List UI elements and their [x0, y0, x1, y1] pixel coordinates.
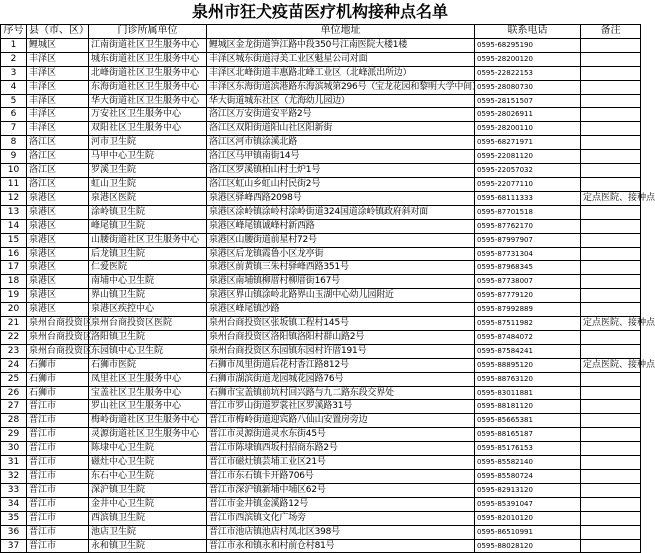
cell-phone: 0595-87779120 [475, 289, 581, 303]
table-row [1, 205, 641, 219]
table-row [1, 289, 641, 303]
table-row [1, 275, 641, 289]
cell-phone: 0595-87738007 [475, 275, 581, 289]
cell-district: 晋江市 [27, 497, 89, 511]
cell-district: 泉州台商投资区 [27, 330, 89, 344]
cell-seq: 10 [1, 164, 27, 178]
cell-phone: 0595-87701518 [475, 205, 581, 219]
cell-unit: 东海街道社区卫生服务中心 [89, 80, 207, 94]
cell-unit: 北峰街道社区卫生服务中心 [89, 66, 207, 80]
cell-unit: 东园镇中心卫生院 [89, 344, 207, 358]
cell-seq: 3 [1, 66, 27, 80]
table-row [1, 150, 641, 164]
cell-address: 晋江市深沪镇新埔中埔区62号 [207, 483, 475, 497]
cell-remark [581, 330, 641, 344]
table-row [1, 177, 641, 191]
table-row [1, 414, 641, 428]
table-row [1, 66, 641, 80]
cell-seq: 24 [1, 358, 27, 372]
table-row [1, 122, 641, 136]
cell-remark [581, 483, 641, 497]
cell-seq: 23 [1, 344, 27, 358]
cell-address: 晋江市磁灶镇芸埔工业区21号 [207, 456, 475, 470]
cell-seq: 14 [1, 219, 27, 233]
cell-seq: 21 [1, 317, 27, 331]
header-district: 县（市、区） [27, 25, 89, 39]
cell-district: 泉港区 [27, 275, 89, 289]
table-row [1, 164, 641, 178]
cell-district: 丰泽区 [27, 52, 89, 66]
table-row [1, 191, 641, 205]
cell-remark: 定点医院、接种点 [581, 317, 641, 331]
cell-unit: 江南街道社区卫生服务中心 [89, 38, 207, 52]
table-row [1, 80, 641, 94]
cell-seq: 20 [1, 303, 27, 317]
cell-remark [581, 428, 641, 442]
cell-phone: 0595-87992889 [475, 303, 581, 317]
cell-unit: 后龙镇卫生院 [89, 247, 207, 261]
table-row [1, 94, 641, 108]
cell-seq: 15 [1, 233, 27, 247]
cell-phone: 0595-22077110 [475, 177, 581, 191]
cell-seq: 22 [1, 330, 27, 344]
cell-remark [581, 122, 641, 136]
cell-remark [581, 80, 641, 94]
cell-district: 丰泽区 [27, 108, 89, 122]
cell-unit: 仁爱医院 [89, 261, 207, 275]
cell-address: 泉港区南埔镇柳厝村柳厝街167号 [207, 275, 475, 289]
table-row [1, 400, 641, 414]
cell-address: 晋江市西滨镇文化广场旁 [207, 511, 475, 525]
cell-remark [581, 66, 641, 80]
cell-phone: 0595-28151507 [475, 94, 581, 108]
cell-district: 泉港区 [27, 191, 89, 205]
cell-unit: 双阳社区卫生服务中心 [89, 122, 207, 136]
cell-remark [581, 205, 641, 219]
cell-seq: 12 [1, 191, 27, 205]
table-row [1, 358, 641, 372]
cell-remark [581, 94, 641, 108]
cell-unit: 山腰街道社区卫生服务中心 [89, 233, 207, 247]
cell-unit: 泉港区医院 [89, 191, 207, 205]
cell-phone: 0595-68111333 [475, 191, 581, 205]
cell-district: 丰泽区 [27, 66, 89, 80]
cell-district: 鲤城区 [27, 38, 89, 52]
cell-address: 泉港区峰尾镇沙路 [207, 303, 475, 317]
cell-unit: 马甲中心卫生院 [89, 150, 207, 164]
cell-district: 晋江市 [27, 470, 89, 484]
cell-address: 泉州台商投资区张坂镇工程村145号 [207, 317, 475, 331]
cell-seq: 6 [1, 108, 27, 122]
table-row [1, 470, 641, 484]
cell-phone: 0595-28080730 [475, 80, 581, 94]
cell-remark [581, 289, 641, 303]
cell-phone: 0595-87997907 [475, 233, 581, 247]
cell-address: 晋江市梅岭街道迎宾路八仙山安置房旁边 [207, 414, 475, 428]
cell-remark [581, 219, 641, 233]
cell-remark [581, 539, 641, 553]
cell-phone: 0595-88165187 [475, 428, 581, 442]
cell-address: 泉州台商投资区洛阳镇洛阳村群山路2号 [207, 330, 475, 344]
cell-phone: 0595-88181120 [475, 400, 581, 414]
cell-remark [581, 52, 641, 66]
cell-phone: 0595-87731304 [475, 247, 581, 261]
cell-seq: 37 [1, 539, 27, 553]
cell-district: 泉港区 [27, 261, 89, 275]
cell-phone: 0595-85391047 [475, 497, 581, 511]
cell-seq: 2 [1, 52, 27, 66]
cell-remark [581, 233, 641, 247]
cell-phone: 0595-83011881 [475, 386, 581, 400]
cell-district: 晋江市 [27, 414, 89, 428]
cell-remark [581, 136, 641, 150]
cell-phone: 0595-87484072 [475, 330, 581, 344]
table-row [1, 317, 641, 331]
cell-seq: 31 [1, 456, 27, 470]
cell-unit: 石狮市医院 [89, 358, 207, 372]
cell-unit: 梅岭街道社区卫生服务中心 [89, 414, 207, 428]
table-row [1, 38, 641, 52]
cell-phone: 0595-68295190 [475, 38, 581, 52]
table-row [1, 108, 641, 122]
cell-address: 丰泽区东海街道滨港路东海滨城第296号（宝龙花园和黎明大学中间） [207, 80, 475, 94]
cell-district: 晋江市 [27, 400, 89, 414]
cell-district: 石狮市 [27, 372, 89, 386]
cell-district: 泉港区 [27, 289, 89, 303]
cell-unit: 罗溪卫生院 [89, 164, 207, 178]
table-row [1, 525, 641, 539]
cell-address: 洛江区虹山乡虹山村民街2号 [207, 177, 475, 191]
cell-address: 泉州台商投资区东园镇东园村许厝191号 [207, 344, 475, 358]
document-title: 泉州市狂犬疫苗医疗机构接种点名单 [191, 2, 448, 21]
cell-unit: 万安社区卫生服务中心 [89, 108, 207, 122]
table-row [1, 497, 641, 511]
cell-address: 晋江市永和镇永和村前仓村81号 [207, 539, 475, 553]
cell-district: 洛江区 [27, 150, 89, 164]
cell-address: 晋江市灵源街道灵水东街45号 [207, 428, 475, 442]
cell-unit: 罗山社区卫生服务中心 [89, 400, 207, 414]
cell-seq: 35 [1, 511, 27, 525]
cell-unit: 灵源街道社区卫生服务中心 [89, 428, 207, 442]
cell-unit: 永和镇卫生院 [89, 539, 207, 553]
cell-remark [581, 386, 641, 400]
cell-phone: 0595-68271971 [475, 136, 581, 150]
cell-district: 洛江区 [27, 177, 89, 191]
cell-phone: 0595-22081120 [475, 150, 581, 164]
table-row [1, 442, 641, 456]
cell-district: 泉州台商投资区 [27, 317, 89, 331]
cell-remark [581, 303, 641, 317]
cell-address: 石狮市湖滨街道龙园城花园路76号 [207, 372, 475, 386]
cell-phone: 0595-88763120 [475, 372, 581, 386]
cell-seq: 5 [1, 94, 27, 108]
cell-remark [581, 400, 641, 414]
cell-phone: 0595-88895120 [475, 358, 581, 372]
cell-seq: 26 [1, 386, 27, 400]
table-row [1, 247, 641, 261]
cell-seq: 17 [1, 261, 27, 275]
cell-phone: 0595-87968345 [475, 261, 581, 275]
cell-phone: 0595-28200120 [475, 52, 581, 66]
cell-district: 泉港区 [27, 219, 89, 233]
cell-address: 泉港区驿峰西路2098号 [207, 191, 475, 205]
table-row [1, 52, 641, 66]
cell-district: 晋江市 [27, 456, 89, 470]
header-phone: 联系电话 [475, 25, 581, 39]
cell-address: 洛江区万安街道安平路2号 [207, 108, 475, 122]
cell-district: 泉港区 [27, 233, 89, 247]
cell-phone: 0595-85580724 [475, 470, 581, 484]
cell-district: 晋江市 [27, 539, 89, 553]
cell-remark [581, 525, 641, 539]
cell-district: 泉州台商投资区 [27, 344, 89, 358]
cell-unit: 河市卫生院 [89, 136, 207, 150]
cell-address: 洛江区河市镇涂溪北路 [207, 136, 475, 150]
table-row [1, 456, 641, 470]
cell-address: 石狮市宝盖镇前坑村回兴路与九二路东段交界处 [207, 386, 475, 400]
cell-unit: 宝盖社区卫生服务中心 [89, 386, 207, 400]
cell-address: 洛江区马甲镇南街14号 [207, 150, 475, 164]
cell-district: 泉港区 [27, 247, 89, 261]
cell-district: 晋江市 [27, 511, 89, 525]
cell-phone: 0595-28026911 [475, 108, 581, 122]
cell-address: 泉港区前黄镇三朱村驿峰西路351号 [207, 261, 475, 275]
cell-unit: 峰尾镇卫生院 [89, 219, 207, 233]
cell-phone: 0595-82913120 [475, 483, 581, 497]
cell-district: 洛江区 [27, 164, 89, 178]
table-row [1, 539, 641, 553]
cell-district: 晋江市 [27, 525, 89, 539]
cell-seq: 25 [1, 372, 27, 386]
cell-seq: 8 [1, 136, 27, 150]
cell-address: 华大街道城东社区（尤海幼儿园边） [207, 94, 475, 108]
cell-remark [581, 442, 641, 456]
table-row [1, 261, 641, 275]
cell-unit: 池店卫生院 [89, 525, 207, 539]
cell-remark [581, 108, 641, 122]
cell-seq: 27 [1, 400, 27, 414]
cell-seq: 19 [1, 289, 27, 303]
cell-seq: 30 [1, 442, 27, 456]
cell-remark [581, 470, 641, 484]
table-row [1, 233, 641, 247]
cell-phone: 0595-22057032 [475, 164, 581, 178]
table-header-row [1, 25, 641, 39]
cell-remark [581, 497, 641, 511]
cell-district: 丰泽区 [27, 122, 89, 136]
cell-unit: 洛阳镇卫生院 [89, 330, 207, 344]
cell-phone: 0595-87584241 [475, 344, 581, 358]
cell-seq: 16 [1, 247, 27, 261]
cell-remark [581, 38, 641, 52]
cell-remark [581, 414, 641, 428]
table-row [1, 386, 641, 400]
cell-remark [581, 372, 641, 386]
cell-remark [581, 261, 641, 275]
cell-address: 丰泽区城东街道浔美工业区魁星公司对面 [207, 52, 475, 66]
cell-district: 洛江区 [27, 136, 89, 150]
cell-address: 洛江区双阳街道阳山社区阳新街 [207, 122, 475, 136]
cell-unit: 华大街道社区卫生服务中心 [89, 94, 207, 108]
table-row [1, 303, 641, 317]
cell-unit: 东石中心卫生院 [89, 470, 207, 484]
cell-address: 泉港区峰尾镇诚峰村新西路 [207, 219, 475, 233]
cell-unit: 城东街道社区卫生服务中心 [89, 52, 207, 66]
cell-district: 丰泽区 [27, 80, 89, 94]
cell-remark [581, 247, 641, 261]
cell-phone: 0595-28200110 [475, 122, 581, 136]
cell-remark [581, 150, 641, 164]
header-remark: 备注 [581, 25, 641, 39]
cell-address: 泉港区界山镇涂岭北路界山玉湖中心幼儿园附近 [207, 289, 475, 303]
cell-address: 泉港区山腰街道前星村72号 [207, 233, 475, 247]
cell-remark [581, 511, 641, 525]
cell-unit: 金井中心卫生院 [89, 497, 207, 511]
cell-seq: 9 [1, 150, 27, 164]
cell-remark [581, 177, 641, 191]
cell-phone: 0595-82010120 [475, 511, 581, 525]
table-body [1, 38, 655, 553]
header-unit: 门诊所属单位 [89, 25, 207, 39]
table-row [1, 219, 641, 233]
cell-phone: 0595-86510991 [475, 525, 581, 539]
table-row [1, 136, 641, 150]
cell-district: 晋江市 [27, 483, 89, 497]
table-row [1, 511, 641, 525]
cell-unit: 泉州台商投资区医院 [89, 317, 207, 331]
table-row [1, 372, 641, 386]
cell-phone: 0595-22822153 [475, 66, 581, 80]
cell-address: 晋江市罗山街道罗裳社区罗溪路31号 [207, 400, 475, 414]
cell-unit: 凤里社区卫生服务中心 [89, 372, 207, 386]
cell-unit: 磁灶中心卫生院 [89, 456, 207, 470]
cell-district: 泉港区 [27, 303, 89, 317]
cell-address: 泉港区后龙镇霞鲁小区龙亭街 [207, 247, 475, 261]
table-row [1, 428, 641, 442]
cell-address: 鲤城区金龙街道笋江路中段350号江南医院大楼1楼 [207, 38, 475, 52]
cell-unit: 南埔中心卫生院 [89, 275, 207, 289]
cell-remark: 定点医院、接种点 [581, 358, 641, 372]
cell-phone: 0595-85176153 [475, 442, 581, 456]
cell-district: 石狮市 [27, 358, 89, 372]
cell-phone: 0595-85582140 [475, 456, 581, 470]
cell-seq: 33 [1, 483, 27, 497]
cell-phone: 0595-85665381 [475, 414, 581, 428]
cell-address: 丰泽区北峰街道丰惠路北峰工业区（北峰派出所边） [207, 66, 475, 80]
cell-remark [581, 275, 641, 289]
table-row [1, 344, 641, 358]
header-address: 单位地址 [207, 25, 475, 39]
cell-address: 晋江市陈埭镇西坂村招商东路2号 [207, 442, 475, 456]
cell-address: 泉港区涂岭镇涂岭村涂岭街道324国道涂岭镇政府斜对面 [207, 205, 475, 219]
cell-seq: 34 [1, 497, 27, 511]
cell-seq: 32 [1, 470, 27, 484]
cell-phone: 0595-87511982 [475, 317, 581, 331]
cell-address: 石狮市凤里街道后花村香江路812号 [207, 358, 475, 372]
cell-phone: 0595-87762170 [475, 219, 581, 233]
cell-seq: 36 [1, 525, 27, 539]
cell-seq: 13 [1, 205, 27, 219]
clinic-table [0, 24, 655, 553]
cell-remark: 定点医院、接种点 [581, 191, 641, 205]
cell-seq: 18 [1, 275, 27, 289]
cell-seq: 28 [1, 414, 27, 428]
cell-address: 晋江市金井镇金溪路12号 [207, 497, 475, 511]
table-row [1, 483, 641, 497]
cell-unit: 西滨镇卫生院 [89, 511, 207, 525]
cell-unit: 泉港区疾控中心 [89, 303, 207, 317]
cell-seq: 7 [1, 122, 27, 136]
cell-district: 石狮市 [27, 386, 89, 400]
cell-district: 丰泽区 [27, 94, 89, 108]
cell-unit: 陈埭中心卫生院 [89, 442, 207, 456]
cell-address: 洛江区罗溪镇柏山村土炉1号 [207, 164, 475, 178]
cell-address: 晋江市池店镇池店村凤北区398号 [207, 525, 475, 539]
cell-district: 晋江市 [27, 442, 89, 456]
cell-phone: 0595-88028120 [475, 539, 581, 553]
cell-unit: 虹山卫生院 [89, 177, 207, 191]
cell-remark [581, 164, 641, 178]
cell-seq: 4 [1, 80, 27, 94]
cell-seq: 1 [1, 38, 27, 52]
cell-seq: 11 [1, 177, 27, 191]
cell-district: 泉港区 [27, 205, 89, 219]
cell-unit: 涂岭镇卫生院 [89, 205, 207, 219]
cell-unit: 深沪镇卫生院 [89, 483, 207, 497]
header-seq: 序号 [1, 25, 27, 39]
cell-seq: 29 [1, 428, 27, 442]
cell-unit: 界山镇卫生院 [89, 289, 207, 303]
cell-remark [581, 456, 641, 470]
cell-district: 晋江市 [27, 428, 89, 442]
cell-remark [581, 344, 641, 358]
cell-address: 晋江市东石镇卡开路706号 [207, 470, 475, 484]
table-row [1, 330, 641, 344]
